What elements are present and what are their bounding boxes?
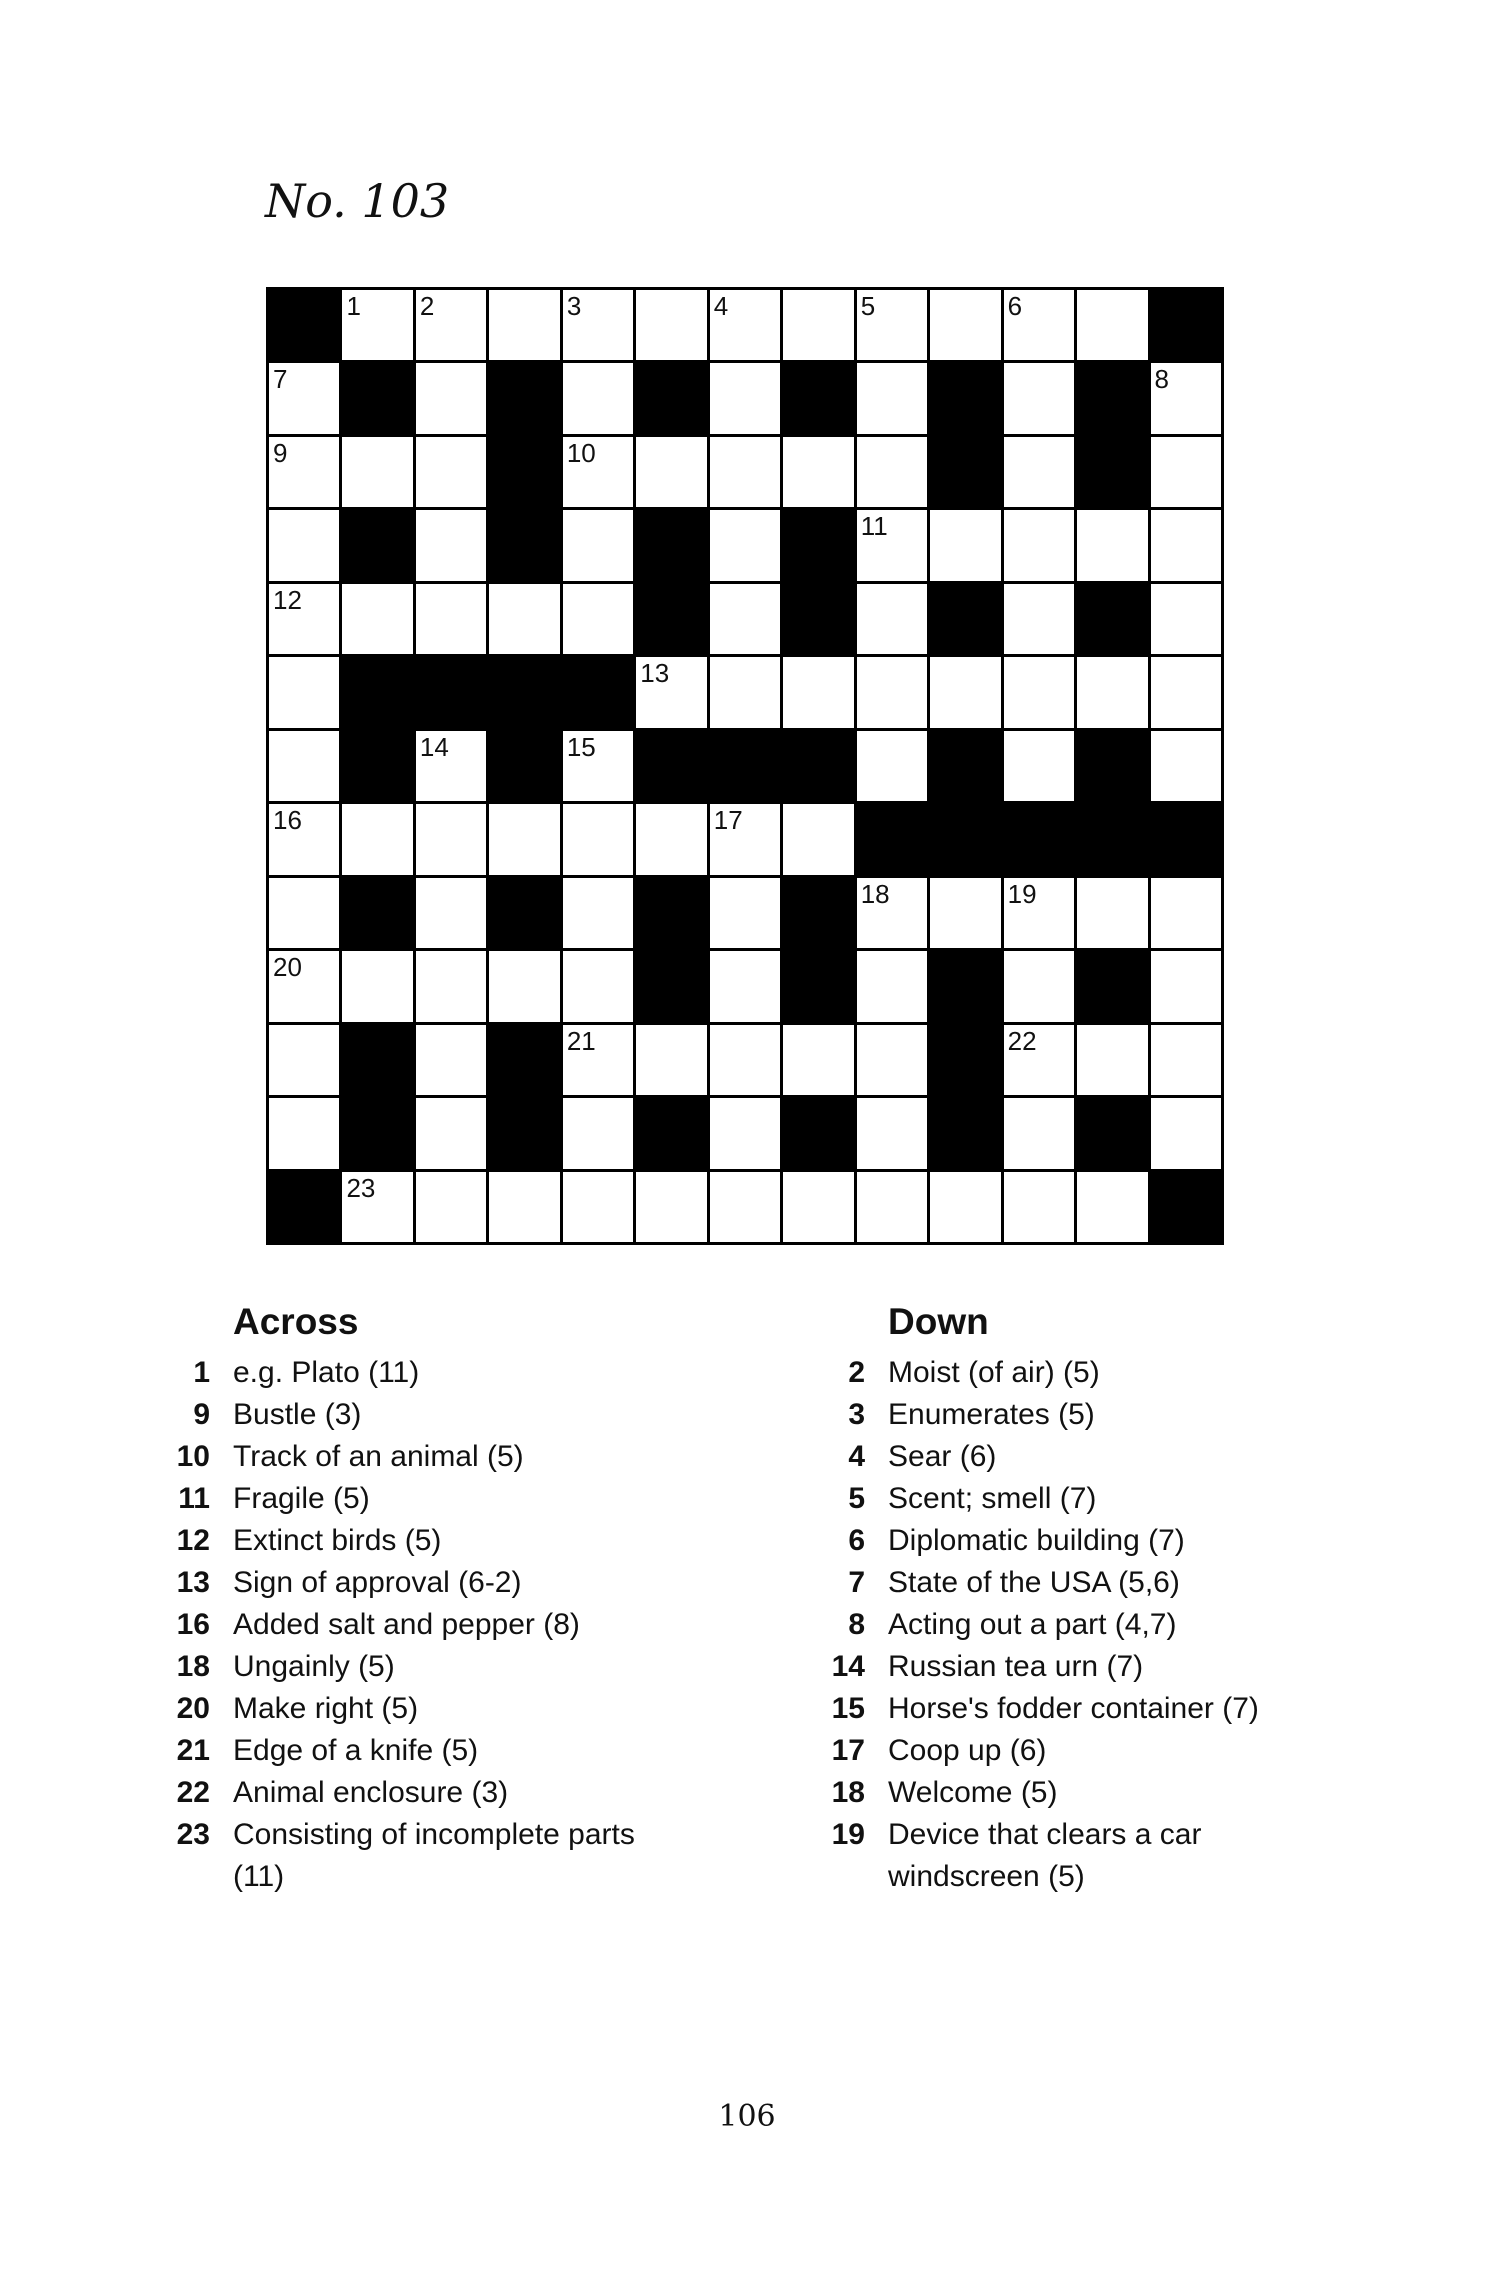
white-square[interactable] [1004,731,1074,801]
white-square[interactable] [783,437,853,507]
clue-number: 23 [176,1818,210,1852]
white-square[interactable] [269,437,339,507]
clue-text: Make right (5) [233,1692,419,1726]
white-square[interactable] [857,584,927,654]
clue-text: Edge of a knife (5) [233,1734,479,1768]
white-square[interactable] [269,510,339,580]
black-square [1004,804,1074,874]
clue-number: 12 [176,1524,210,1558]
down-heading: Down [888,1301,989,1342]
black-square [636,731,706,801]
white-square[interactable] [342,290,412,360]
white-square[interactable] [783,1025,853,1095]
white-square[interactable] [269,363,339,433]
white-square[interactable] [710,951,780,1021]
white-square[interactable] [416,1098,486,1168]
white-square[interactable] [710,1172,780,1242]
across-clue [155,1478,755,1520]
white-square[interactable] [1077,1025,1147,1095]
clue-number-label: 12 [273,584,302,615]
black-square [783,731,853,801]
white-square[interactable] [1151,510,1221,580]
white-square[interactable] [783,1172,853,1242]
white-square[interactable] [857,657,927,727]
white-square[interactable] [269,584,339,654]
white-square[interactable] [563,363,633,433]
white-square[interactable] [710,1025,780,1095]
white-square[interactable] [563,1172,633,1242]
black-square [783,951,853,1021]
black-square [930,804,1000,874]
black-square [269,290,339,360]
clue-text: Bustle (3) [233,1398,362,1432]
white-square[interactable] [710,437,780,507]
black-square [930,731,1000,801]
white-square[interactable] [489,951,559,1021]
black-square [710,731,780,801]
white-square[interactable] [1077,878,1147,948]
white-square[interactable] [857,437,927,507]
white-square[interactable] [269,1098,339,1168]
across-clues [155,1300,755,1898]
white-square[interactable] [710,584,780,654]
white-square[interactable] [1151,951,1221,1021]
clue-number: 13 [176,1566,210,1600]
clue-number-label: 18 [860,878,890,909]
clue-number-label: 17 [713,805,743,836]
black-square [930,584,1000,654]
white-square[interactable] [1004,363,1074,433]
white-square[interactable] [416,951,486,1021]
clue-text: Coop up (6) [888,1734,1047,1768]
clue-number: 17 [831,1734,865,1768]
black-square [783,510,853,580]
black-square [1077,363,1147,433]
clue-text: Animal enclosure (3) [233,1776,509,1810]
white-square[interactable] [416,1025,486,1095]
white-square[interactable] [1004,1172,1074,1242]
across-clue [155,1520,755,1562]
white-square[interactable] [269,878,339,948]
white-square[interactable] [636,1172,706,1242]
white-square[interactable] [783,290,853,360]
clue-number: 11 [178,1482,210,1516]
white-square[interactable] [416,1172,486,1242]
black-square [930,951,1000,1021]
white-square[interactable] [416,584,486,654]
white-square[interactable] [416,510,486,580]
black-square [342,1098,412,1168]
white-square[interactable] [710,290,780,360]
white-square[interactable] [416,804,486,874]
white-square[interactable] [269,1025,339,1095]
white-square[interactable] [563,1098,633,1168]
clue-number: 10 [176,1440,210,1474]
black-square [636,878,706,948]
down-clue [810,1478,1410,1520]
clue-number-label: 14 [419,731,449,762]
white-square[interactable] [269,804,339,874]
black-square [1077,731,1147,801]
crossword-grid [266,287,1224,1245]
white-square[interactable] [930,1172,1000,1242]
black-square [489,363,559,433]
white-square[interactable] [416,731,486,801]
down-clue [810,1520,1410,1562]
white-square[interactable] [636,804,706,874]
white-square[interactable] [1151,584,1221,654]
black-square [636,363,706,433]
clue-number-label: 11 [860,511,888,542]
clue-number: 1 [193,1356,210,1390]
white-square[interactable] [1004,657,1074,727]
white-square[interactable] [342,437,412,507]
black-square [636,1098,706,1168]
white-square[interactable] [563,878,633,948]
down-clue [810,1604,1410,1646]
clue-text: Added salt and pepper (8) [233,1608,580,1642]
white-square[interactable] [563,584,633,654]
black-square [1077,951,1147,1021]
clue-text: Ungainly (5) [233,1650,395,1684]
black-square [489,510,559,580]
clue-text: e.g. Plato (11) [233,1356,420,1390]
white-square[interactable] [1151,363,1221,433]
white-square[interactable] [930,657,1000,727]
clue-number-label: 3 [566,291,582,321]
black-square [489,878,559,948]
white-square[interactable] [563,437,633,507]
black-square [342,510,412,580]
black-square [1077,1098,1147,1168]
clue-text: Sear (6) [888,1440,997,1474]
white-square[interactable] [563,290,633,360]
black-square [416,657,486,727]
white-square[interactable] [489,290,559,360]
black-square [783,1098,853,1168]
black-square [857,804,927,874]
clue-number: 15 [831,1692,865,1726]
clue-text: Welcome (5) [888,1776,1058,1810]
clue-number-label: 15 [566,731,596,762]
white-square[interactable] [1004,1025,1074,1095]
across-clue-list [155,1352,755,1898]
white-square[interactable] [489,804,559,874]
white-square[interactable] [710,363,780,433]
white-square[interactable] [269,951,339,1021]
clue-text: State of the USA (5,6) [888,1566,1180,1600]
clue-text: Acting out a part (4,7) [888,1608,1177,1642]
black-square [563,657,633,727]
clue-number-label: 1 [346,291,361,321]
across-clue [155,1688,755,1730]
white-square[interactable] [342,1172,412,1242]
white-square[interactable] [1004,510,1074,580]
down-clue [810,1436,1410,1478]
down-clue-list [810,1352,1410,1898]
black-square [1077,584,1147,654]
white-square[interactable] [489,1172,559,1242]
clue-number-label: 4 [713,291,729,321]
down-clues [810,1300,1410,1898]
white-square[interactable] [563,804,633,874]
white-square[interactable] [1151,731,1221,801]
white-square[interactable] [710,510,780,580]
white-square[interactable] [1151,1098,1221,1168]
clue-number: 5 [848,1482,865,1516]
clue-text: Diplomatic building (7) [888,1524,1185,1558]
white-square[interactable] [416,363,486,433]
white-square[interactable] [857,731,927,801]
puzzle-title: No. 103 [265,174,450,228]
black-square [1151,804,1221,874]
white-square[interactable] [563,951,633,1021]
white-square[interactable] [342,584,412,654]
across-clue [155,1730,755,1772]
white-square[interactable] [1004,290,1074,360]
clue-number-label: 13 [640,658,670,689]
clue-number: 16 [176,1608,210,1642]
white-square[interactable] [636,657,706,727]
white-square[interactable] [857,290,927,360]
black-square [489,731,559,801]
white-square[interactable] [1077,657,1147,727]
white-square[interactable] [857,951,927,1021]
clue-text: Track of an animal (5) [233,1440,524,1474]
black-square [342,657,412,727]
white-square[interactable] [269,731,339,801]
clue-text: Moist (of air) (5) [888,1356,1100,1390]
down-clue [810,1646,1410,1688]
clue-number-label: 5 [860,291,876,321]
white-square[interactable] [342,804,412,874]
white-square[interactable] [1077,1172,1147,1242]
clue-number: 4 [848,1440,865,1474]
clue-number-label: 19 [1007,878,1037,909]
white-square[interactable] [710,1098,780,1168]
down-clue [810,1394,1410,1436]
across-clue [155,1394,755,1436]
black-square [1077,437,1147,507]
white-square[interactable] [857,510,927,580]
clue-text: Enumerates (5) [888,1398,1095,1432]
black-square [489,437,559,507]
black-square [930,363,1000,433]
black-square [342,363,412,433]
black-square [783,584,853,654]
clue-number-label: 21 [566,1025,596,1056]
white-square[interactable] [636,437,706,507]
clue-text: Fragile (5) [233,1482,370,1516]
black-square [636,510,706,580]
across-heading: Across [233,1301,359,1342]
white-square[interactable] [1004,584,1074,654]
black-square [342,1025,412,1095]
down-clue [810,1352,1410,1394]
across-clue [155,1604,755,1646]
across-clue [155,1814,755,1898]
clue-number-label: 9 [273,437,288,468]
white-square[interactable] [416,290,486,360]
clue-number: 18 [176,1650,210,1684]
white-square[interactable] [930,510,1000,580]
clue-number: 7 [848,1566,865,1600]
down-clue [810,1730,1410,1772]
across-clue [155,1646,755,1688]
clue-number: 20 [176,1692,210,1726]
white-square[interactable] [1004,878,1074,948]
clue-number-label: 8 [1154,364,1169,395]
clue-text: Consisting of incomplete parts (11) [233,1818,635,1894]
white-square[interactable] [342,951,412,1021]
white-square[interactable] [857,1025,927,1095]
down-clue [810,1772,1410,1814]
clue-number-label: 2 [419,291,435,321]
white-square[interactable] [783,804,853,874]
black-square [783,878,853,948]
black-square [1077,804,1147,874]
clue-text: Horse's fodder container (7) [888,1692,1259,1726]
black-square [269,1172,339,1242]
black-square [636,951,706,1021]
white-square[interactable] [636,290,706,360]
white-square[interactable] [930,878,1000,948]
down-clue [810,1814,1410,1898]
clue-text: Extinct birds (5) [233,1524,442,1558]
clue-number: 8 [848,1608,865,1642]
white-square[interactable] [563,1025,633,1095]
clue-number-label: 16 [273,805,302,836]
white-square[interactable] [857,1172,927,1242]
white-square[interactable] [1077,290,1147,360]
white-square[interactable] [930,290,1000,360]
clue-number: 21 [176,1734,210,1768]
clue-number-label: 22 [1007,1025,1037,1056]
white-square[interactable] [1151,878,1221,948]
white-square[interactable] [269,657,339,727]
white-square[interactable] [489,584,559,654]
clue-number: 2 [848,1356,865,1390]
white-square[interactable] [1004,437,1074,507]
black-square [930,1025,1000,1095]
white-square[interactable] [710,804,780,874]
white-square[interactable] [416,878,486,948]
white-square[interactable] [710,878,780,948]
page-number: 106 [718,2099,776,2134]
clue-number-label: 20 [273,952,302,983]
black-square [342,731,412,801]
black-square [930,437,1000,507]
black-square [1151,1172,1221,1242]
clue-text: Scent; smell (7) [888,1482,1097,1516]
clue-number-label: 6 [1007,291,1023,321]
black-square [489,1098,559,1168]
down-clue [810,1688,1410,1730]
clue-number: 22 [176,1776,210,1810]
white-square[interactable] [857,363,927,433]
clue-number: 3 [848,1398,865,1432]
clue-number: 6 [848,1524,865,1558]
white-square[interactable] [563,510,633,580]
white-square[interactable] [1151,1025,1221,1095]
black-square [1151,290,1221,360]
white-square[interactable] [857,878,927,948]
clue-text: Russian tea urn (7) [888,1650,1144,1684]
clue-number: 19 [831,1818,865,1852]
clue-number: 9 [193,1398,210,1432]
white-square[interactable] [710,657,780,727]
down-clue [810,1562,1410,1604]
across-clue [155,1436,755,1478]
white-square[interactable] [416,437,486,507]
white-square[interactable] [1004,951,1074,1021]
clue-text: Sign of approval (6-2) [233,1566,522,1600]
white-square[interactable] [1077,510,1147,580]
black-square [930,1098,1000,1168]
white-square[interactable] [857,1098,927,1168]
clue-number-label: 23 [346,1172,376,1203]
clue-number-label: 7 [273,364,288,395]
white-square[interactable] [636,1025,706,1095]
across-clue [155,1772,755,1814]
clue-number-label: 10 [566,437,596,468]
black-square [783,363,853,433]
white-square[interactable] [1004,1098,1074,1168]
clue-number: 18 [831,1776,865,1810]
white-square[interactable] [563,731,633,801]
white-square[interactable] [1151,657,1221,727]
clue-text: Device that clears a car windscreen (5) [888,1818,1202,1894]
black-square [489,1025,559,1095]
across-clue [155,1562,755,1604]
black-square [342,878,412,948]
white-square[interactable] [1151,437,1221,507]
white-square[interactable] [783,657,853,727]
black-square [489,657,559,727]
across-clue [155,1352,755,1394]
black-square [636,584,706,654]
clue-number: 14 [831,1650,865,1684]
